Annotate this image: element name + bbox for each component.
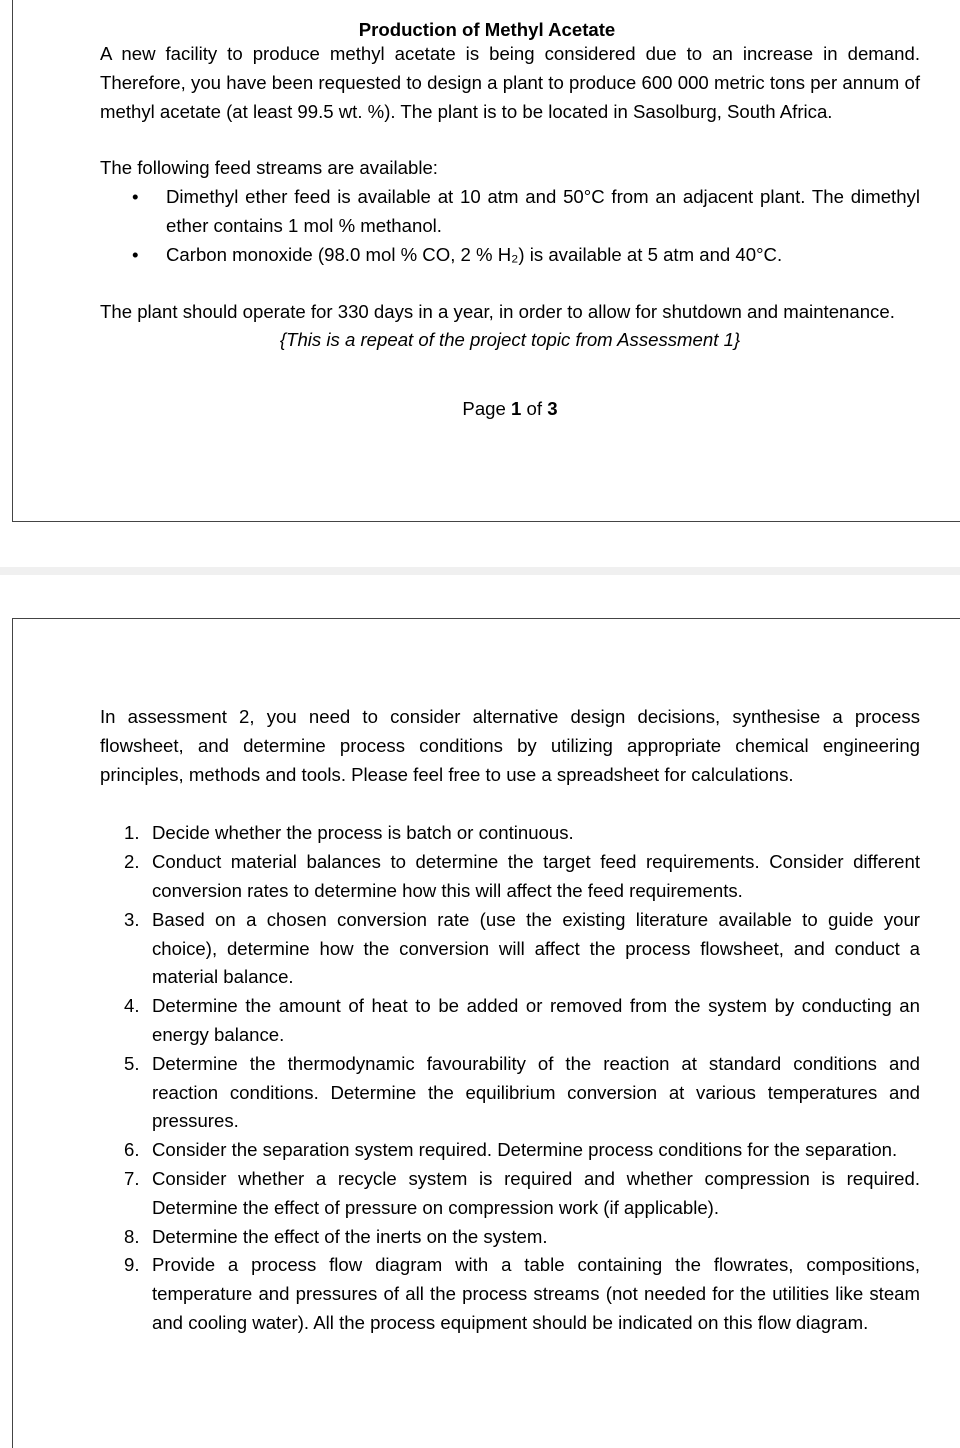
list-item: 7. Consider whether a recycle system is required and whether compression is required. Determine the effect of pressure on compression work (if applicable). <box>124 1167 920 1218</box>
bullet-icon: • <box>132 243 139 265</box>
list-item: 9. Provide a process flow diagram with a table containing the flowrates, compositions, temperature and pressures of all the process streams (not needed for the utilities like steam and cooling water). All the process equipment should be indicated on this flow diagram. <box>124 1254 920 1333</box>
list-item: 4. Determine the amount of heat to be added or removed from the system by conducting an energy balance. <box>124 995 920 1045</box>
page1-body <box>100 40 920 424</box>
feed-heading: The following feed streams are available: <box>100 157 438 179</box>
document-title: Production of Methyl Acetate <box>358 19 616 40</box>
list-item: 5. Determine the thermodynamic favourability of the reaction at standard conditions and reaction conditions. Determine the equilibrium conversion at various temperatures and pressures. <box>124 1052 920 1132</box>
list-item: 1. Decide whether the process is batch or continuous. <box>124 822 574 844</box>
task-list <box>100 819 920 1337</box>
list-item: 3. Based on a chosen conversion rate (use the existing literature available to guide your choice), determine how the conversion will affect the process flowsheet, and conduct a material balance. <box>124 908 920 988</box>
bullet-icon: • <box>132 186 139 208</box>
operation-paragraph: The plant should operate for 330 days in a year, in order to allow for shutdown and maintenance. <box>100 300 895 322</box>
list-item: • Carbon monoxide (98.0 mol % CO, 2 % H₂) is available at 5 atm and 40°C. <box>100 241 920 270</box>
page-separator <box>0 567 960 575</box>
assessment-intro-paragraph: In assessment 2, you need to consider alternative design decisions, synthesise a process flowsheet, and determine process conditions by utilizing appropriate chemical engineering principles, methods and tools. Please feel free to use a spreadsheet for calculations. <box>100 706 920 785</box>
list-item: • Dimethyl ether feed is available at 10 atm and 50°C from an adjacent plant. The dimethyl ether contains 1 mol % methanol. <box>100 183 920 241</box>
document-page-1 <box>12 0 960 522</box>
assessment-note: {This is a repeat of the project topic from Assessment 1} <box>279 329 741 351</box>
feed-list <box>100 183 920 269</box>
list-item: 6. Consider the separation system required. Determine process conditions for the separation. <box>124 1139 898 1161</box>
intro-paragraph: A new facility to produce methyl acetate is being considered due to an increase in demand. Therefore, you have been requested to design a plant to produce 600 000 metric tons per annum of methyl acetate (at least 99.5 wt. %). The plant is to be located in Sasolburg, South Africa. <box>100 43 920 122</box>
list-item: 8. Determine the effect of the inerts on the system. <box>124 1225 548 1247</box>
document-page-2 <box>12 618 960 1448</box>
page2-body <box>100 703 920 1338</box>
page-number: Page 1 of 3 <box>462 398 558 420</box>
list-item: 2. Conduct material balances to determine the target feed requirements. Consider different conversion rates to determine how this will affect the feed requirements. <box>124 851 920 901</box>
